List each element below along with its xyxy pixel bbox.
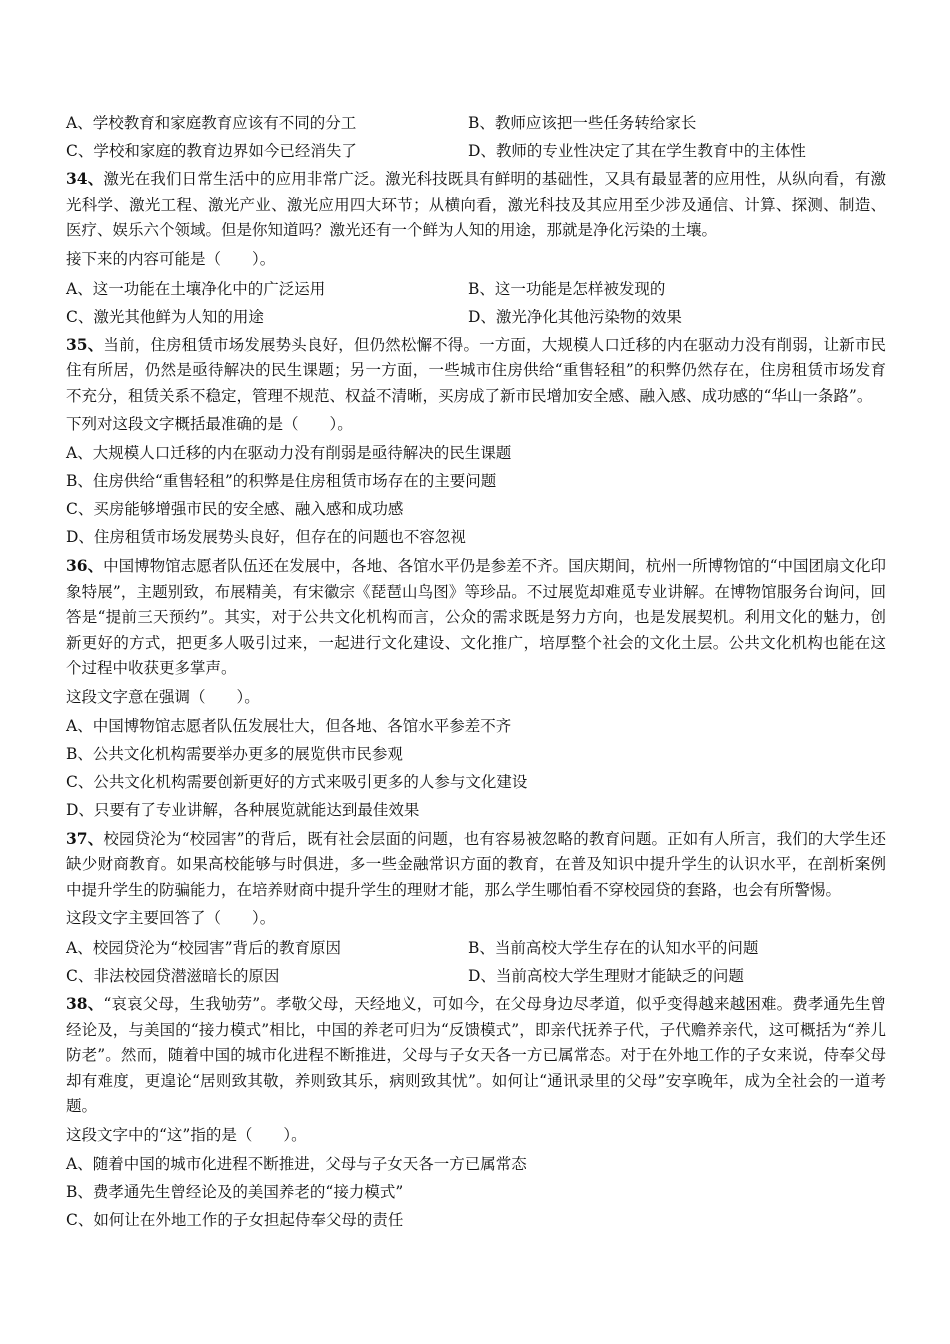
q36-number: 36、 [66, 556, 104, 575]
q38-passage-text: “哀哀父母，生我劬劳”。孝敬父母，天经地义，可如今，在父母身边尽孝道，似乎变得越来越困难。费孝通先生曾经论及，与美国的“接力模式”相比，中国的养老可归为“反馈模式”，即亲代抚养子代，子代赡养亲代，这可概括为“养儿防老”。然而，随着中国的城市化进程不断推进，父母与子女天各一方已属常态。对于在外地工作的子女来说，侍奉父母却有难度，更遑论“居则致其敬，养则致其乐，病则致其忧”。如何让“通讯录里的父母”安享晚年，成为全社会的一道考题。 [66, 995, 886, 1115]
q37-number: 37、 [66, 828, 104, 848]
q36-stem: 这段文字意在强调（ ）。 [66, 687, 260, 706]
q33-option-a: A、学校教育和家庭教育应该有不同的分工 [66, 114, 357, 132]
q35-passage [66, 332, 886, 410]
q35-passage-text: 当前，住房租赁市场发展势头良好，但仍然松懈不得。一方面，大规模人口迁移的内在驱动力没有削弱，让新市民住有所居，仍然是亟待解决的民生课题；另一方面，一些城市住房供给“重售轻租”的积弊仍然存在，住房租赁市场发育不充分，租赁关系不稳定，管理不规范、权益不清晰，买房成了新市民增加安全感、融入感、成功感的“华山一条路”。 [66, 335, 886, 405]
q36-passage [66, 553, 886, 682]
q35-number: 35、 [66, 334, 104, 354]
q35-option-d: D、住房租赁市场发展势头良好，但存在的问题也不容忽视 [66, 528, 466, 546]
q38-option-b: B、费孝通先生曾经论及的美国养老的“接力模式” [66, 1182, 404, 1201]
q35-stem: 下列对这段文字概括最准确的是（ ）。 [66, 415, 353, 433]
q36-option-d: D、只要有了专业讲解，各种展览就能达到最佳效果 [66, 800, 420, 819]
q34-passage [66, 166, 886, 244]
q38-stem: 这段文字中的“这”指的是（ ）。 [66, 1125, 307, 1144]
q34-options-row-2 [66, 302, 886, 330]
q33-options-row-1 [66, 108, 886, 136]
q37-option-c: C、非法校园贷潜滋暗长的原因 [66, 967, 280, 985]
q34-stem: 接下来的内容可能是（ ）。 [66, 249, 276, 268]
q38-option-a: A、随着中国的城市化进程不断推进，父母与子女天各一方已属常态 [66, 1154, 527, 1173]
q36-option-a: A、中国博物馆志愿者队伍发展壮大，但各地、各馆水平参差不齐 [66, 716, 512, 735]
q37-option-a: A、校园贷沦为“校园害”背后的教育原因 [66, 939, 342, 957]
q37-passage-text: 校园贷沦为“校园害”的背后，既有社会层面的问题，也有容易被忽略的教育问题。正如有人所言，我们的大学生还缺少财商教育。如果高校能够与时俱进，多一些金融常识方面的教育，在普及知识中提升学生的认识水平，在剖析案例中提升学生的防骗能力，在培养财商中提升学生的理财才能，那么学生哪怕看不穿校园贷的套路，也会有所警惕。 [66, 829, 886, 899]
q34-options-row-1 [66, 274, 886, 302]
q38-passage [66, 991, 886, 1120]
q34-option-b: B、这一功能是怎样被发现的 [468, 279, 666, 298]
exam-page [66, 108, 886, 1234]
q33-option-b: B、教师应该把一些任务转给家长 [468, 114, 697, 132]
q34-option-a: A、这一功能在土壤净化中的广泛运用 [66, 279, 326, 298]
q37-options-row-2 [66, 961, 886, 989]
q35-option-a: A、大规模人口迁移的内在驱动力没有削弱是亟待解决的民生课题 [66, 444, 512, 462]
q38-number: 38、 [66, 994, 104, 1013]
q37-passage [66, 826, 886, 904]
q37-option-b: B、当前高校大学生存在的认知水平的问题 [468, 939, 759, 957]
q37-option-d: D、当前高校大学生理财才能缺乏的问题 [468, 967, 744, 985]
q34-passage-text: 激光在我们日常生活中的应用非常广泛。激光科技既具有鲜明的基础性，又具有最显著的应用性，从纵向看，有激光科学、激光工程、激光产业、激光应用四大环节；从横向看，激光科技及其应用至少涉及通信、计算、探测、制造、医疗、娱乐六个领域。但是你知道吗？激光还有一个鲜为人知的用途，那就是净化污染的土壤。 [66, 170, 886, 239]
q36-passage-text: 中国博物馆志愿者队伍还在发展中，各地、各馆水平仍是参差不齐。国庆期间，杭州一所博物馆的“中国团扇文化印象特展”，主题别致，布展精美，有宋徽宗《琵琶山鸟图》等珍品。不过展览却难觅专业讲解。在博物馆服务台询问，回答是“提前三天预约”。其实，对于公共文化机构而言，公众的需求既是努力方向，也是发展契机。利用文化的魅力，创新更好的方式，把更多人吸引过来，一起进行文化建设、文化推广，培厚整个社会的文化土层。公共文化机构也能在这个过程中收获更多掌声。 [66, 557, 887, 677]
q34-option-d: D、激光净化其他污染物的效果 [468, 307, 682, 326]
q33-options-row-2 [66, 136, 886, 164]
q36-option-b: B、公共文化机构需要举办更多的展览供市民参观 [66, 744, 403, 763]
q38-option-c: C、如何让在外地工作的子女担起侍奉父母的责任 [66, 1210, 404, 1229]
q35-option-b: B、住房供给“重售轻租”的积弊是住房租赁市场存在的主要问题 [66, 472, 497, 490]
q34-number: 34、 [66, 169, 104, 188]
q33-option-c: C、学校和家庭的教育边界如今已经消失了 [66, 142, 357, 160]
q37-stem: 这段文字主要回答了（ ）。 [66, 909, 276, 927]
q34-option-c: C、激光其他鲜为人知的用途 [66, 307, 264, 326]
q33-option-d: D、教师的专业性决定了其在学生教育中的主体性 [468, 142, 806, 160]
q36-option-c: C、公共文化机构需要创新更好的方式来吸引更多的人参与文化建设 [66, 772, 528, 791]
q37-options-row-1 [66, 933, 886, 961]
q35-option-c: C、买房能够增强市民的安全感、融入感和成功感 [66, 500, 404, 518]
